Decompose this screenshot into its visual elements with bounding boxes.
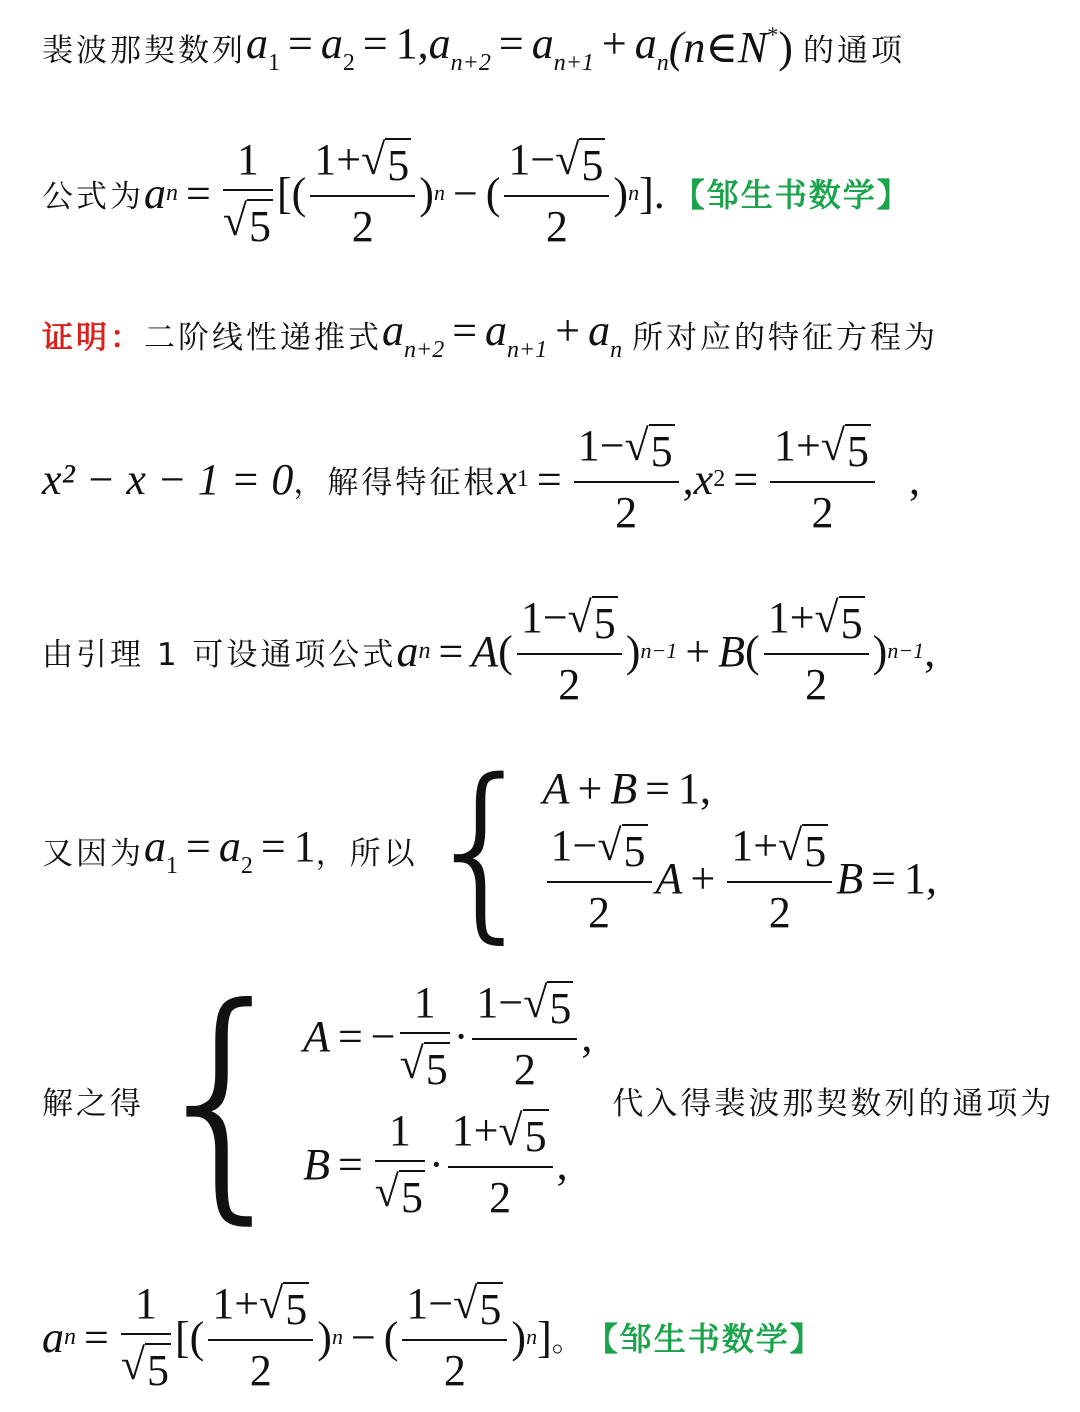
formula-solution-ab: A = − 1 √ 5 · 1− √ 5 2 , B = 1 √ 5 · 1+ √ 5 2 ,	[303, 978, 593, 1222]
line-fibonacci-definition	[42, 18, 905, 77]
text-substitute: 代入得裴波那契数列的通项为	[612, 1085, 1055, 1122]
brand-label-final: 【邹生书数学】	[585, 1320, 824, 1358]
text-lemma: 由引理 1 可设通项公式	[42, 636, 397, 673]
text-characteristic: 所对应的特征方程为	[632, 320, 939, 356]
formula-condition: (n∈N*)	[668, 22, 793, 72]
left-brace: {	[421, 739, 543, 960]
line-solution	[42, 954, 1055, 1245]
formula-initial-terms: $a_1 = a_2 = 1,a_{n+2} = a_{n+1} + a_n$	[246, 19, 669, 76]
line-proof-start	[42, 305, 938, 364]
text-because: 又因为	[42, 835, 144, 872]
formula-initial-condition: $a_1 = a_2 = 1$	[144, 821, 316, 879]
line-general-formula	[42, 134, 911, 252]
brand-label: 【邹生书数学】	[672, 176, 911, 214]
line-system	[42, 739, 937, 960]
text-formula-is: 公式为	[42, 178, 144, 215]
formula-recurrence: $a_{n+2} = a_{n+1} + a_n$	[382, 306, 623, 363]
formula-characteristic-equation: x² − x − 1 = 0	[42, 454, 294, 504]
line-final-formula	[42, 1278, 824, 1396]
text-therefore: ，所以	[315, 835, 418, 872]
text-solve-roots: ，解得特征根	[293, 464, 498, 501]
text-solve: 解之得	[42, 1085, 144, 1122]
text-period: 。	[551, 1322, 586, 1359]
left-brace-solution: {	[144, 954, 304, 1245]
formula-roots: x 1 = 1− √ 5 2 , x 2 = 1+ √ 5 2 ,	[497, 421, 921, 537]
line-characteristic-roots	[42, 420, 920, 538]
formula-final-binet: a n = 1 √ 5 [( 1+ √ 5 2 ) n − ( 1− √ 5 2 ) n ]	[42, 1279, 552, 1395]
line-lemma-form	[42, 592, 935, 710]
formula-binet: a n = 1 √ 5 [( 1+ √ 5 2 ) n − ( 1− √ 5 2 ) n ].	[144, 135, 665, 251]
formula-equation-system: A + B = 1, 1− √ 5 2 A + 1+ √ 5 2 B = 1,	[542, 763, 937, 937]
text-recurrence: 二阶线性递推式	[144, 320, 382, 356]
proof-label: 证明：	[42, 320, 144, 356]
text-fibonacci-sequence: 裴波那契数列	[42, 33, 246, 69]
formula-assumed-form: a n = A ( 1− √ 5 2 ) n−1 + B ( 1+ √ 5 2 ) n−1 ,	[396, 593, 936, 709]
text-general-term: 的通项	[802, 33, 905, 69]
